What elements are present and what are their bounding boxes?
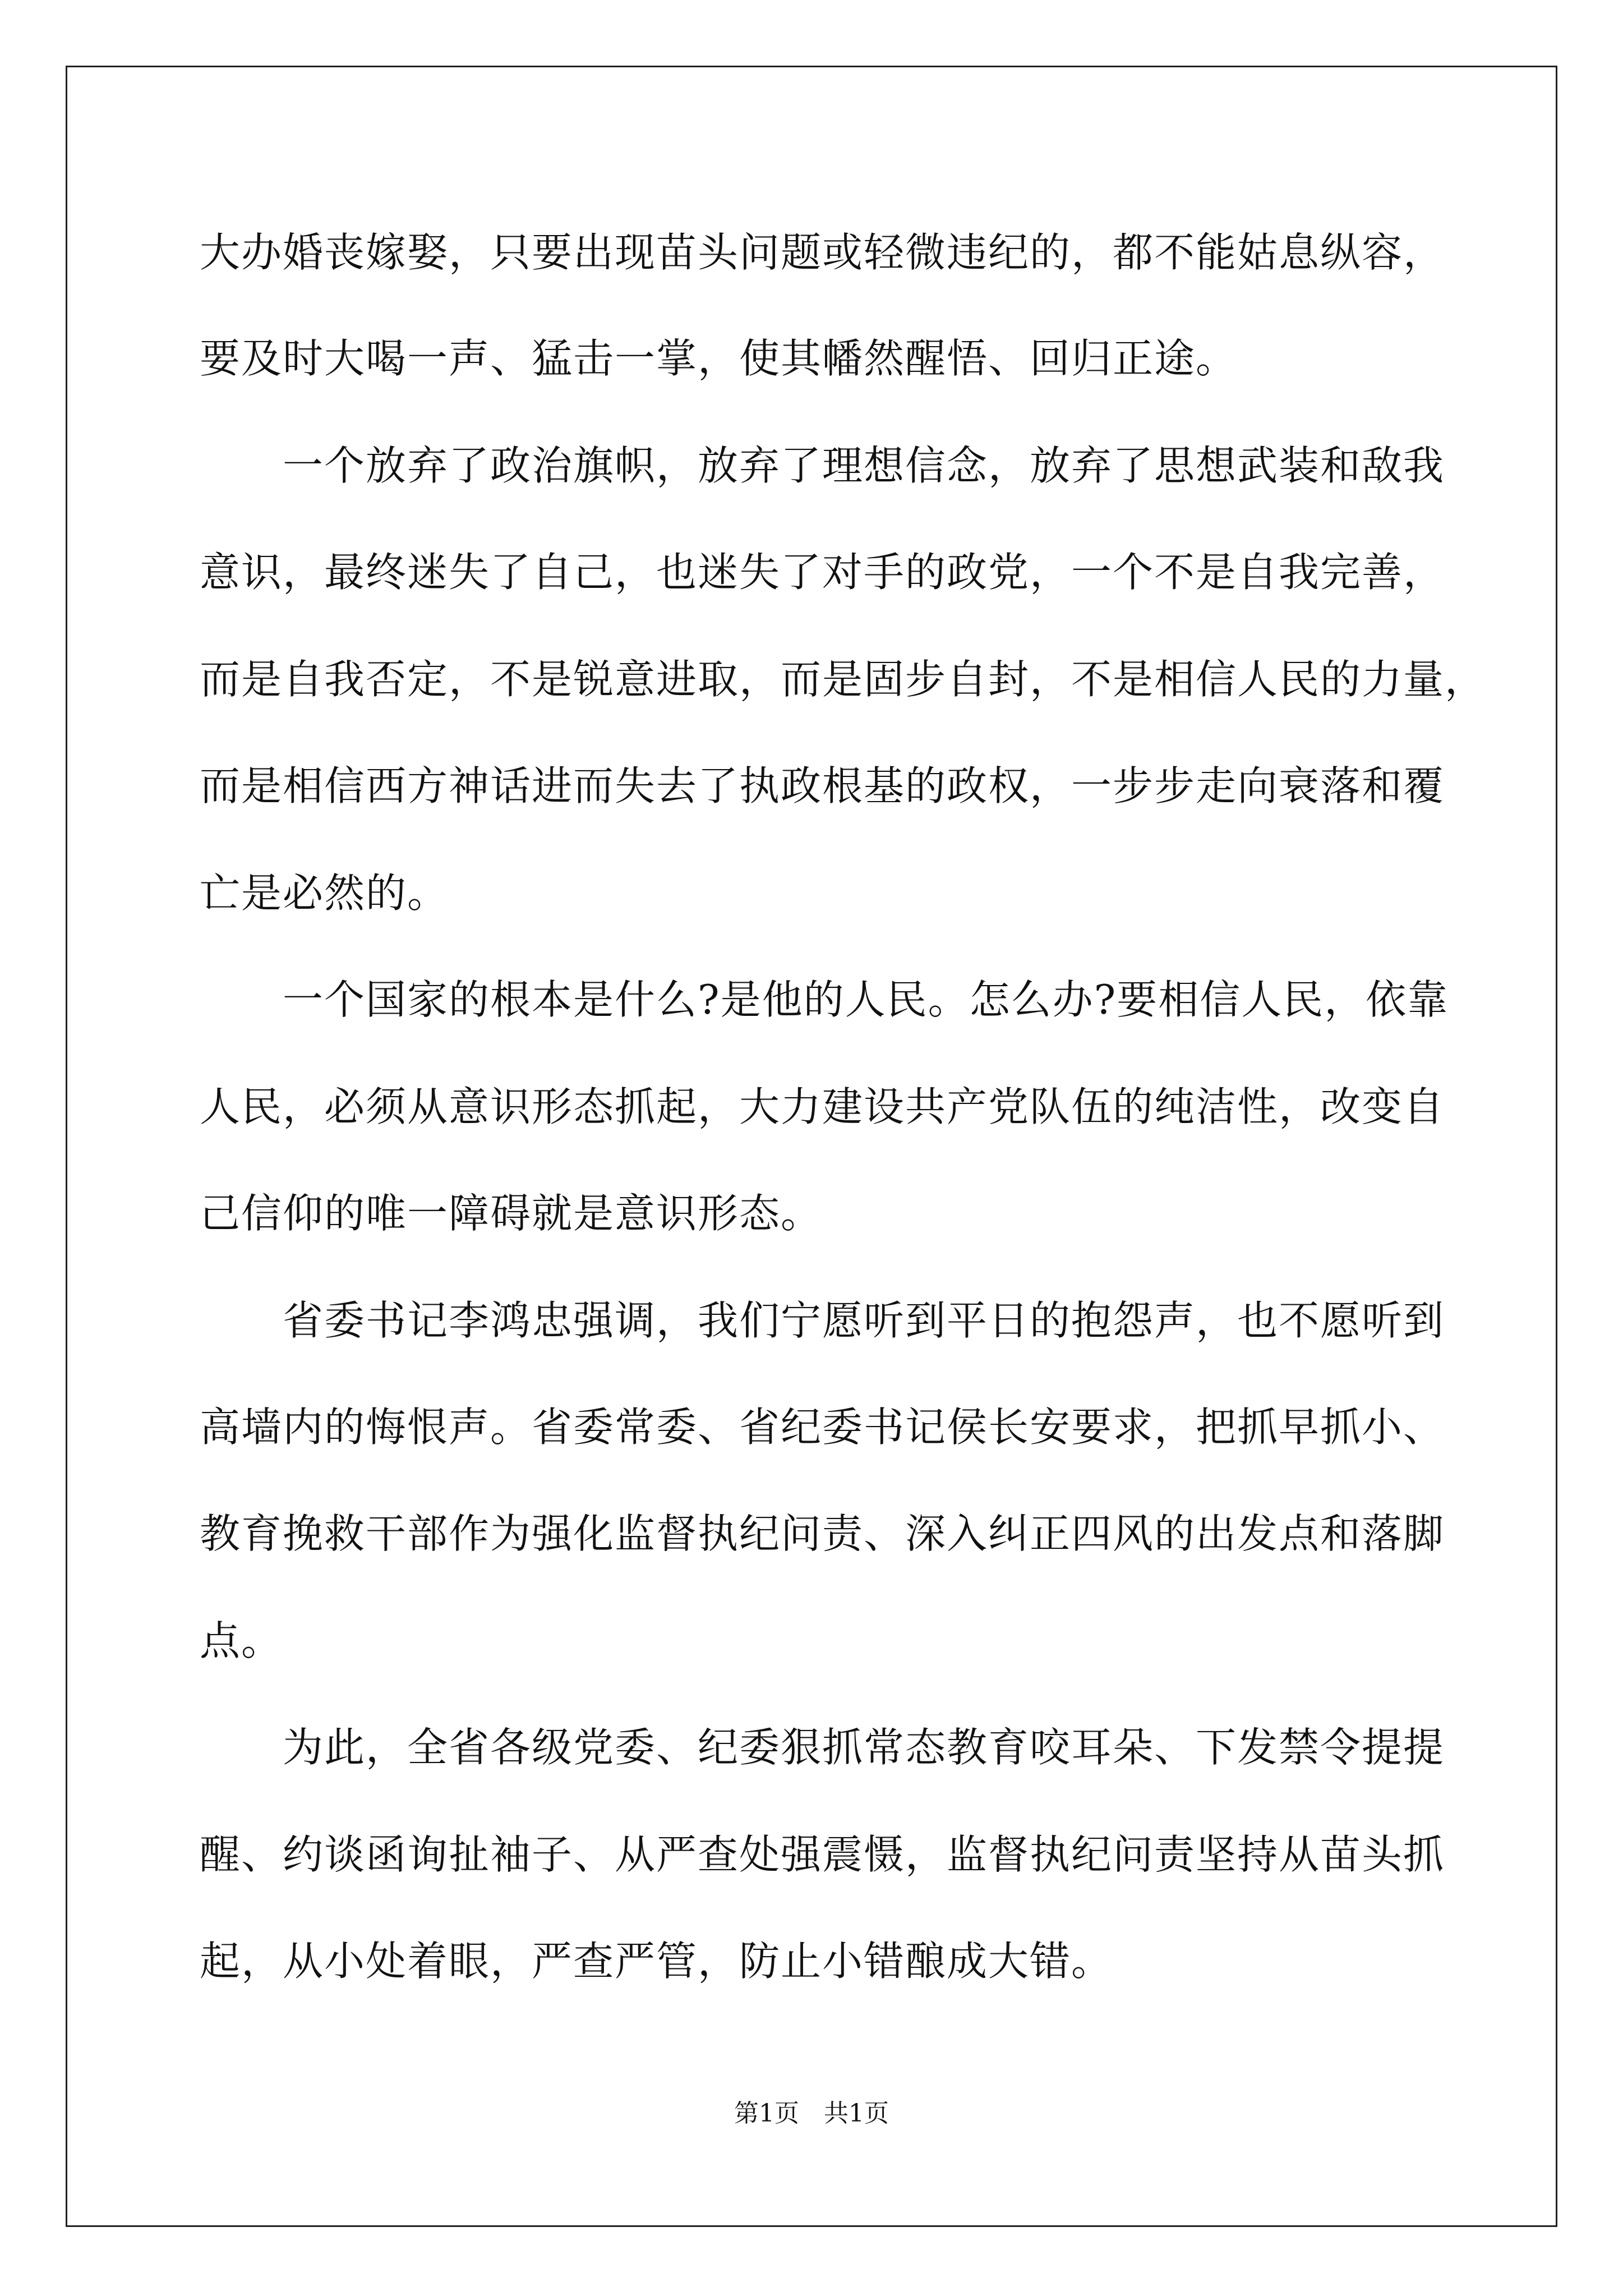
page-footer: 第1页 共1页	[734, 2099, 889, 2128]
text-line: 一个放弃了政治旗帜，放弃了理想信念，放弃了思想武装和敌我	[200, 442, 1445, 489]
text-line: 一个国家的根本是什么?是他的人民。怎么办?要相信人民，依靠	[200, 976, 1449, 1023]
text-line: 己信仰的唯一障碍就是意识形态。	[200, 1190, 823, 1237]
text-line: 意识，最终迷失了自己，也迷失了对手的政党，一个不是自我完善，	[200, 549, 1445, 596]
text-line: 醒、约谈函询扯袖子、从严查处强震慑，监督执纪问责坚持从苗头抓	[200, 1831, 1445, 1878]
text-line: 而是自我否定，不是锐意进取，而是固步自封，不是相信人民的力量，	[200, 656, 1487, 703]
text-line: 大办婚丧嫁娶，只要出现苗头问题或轻微违纪的，都不能姑息纵容，	[200, 229, 1445, 276]
text-line: 而是相信西方神话进而失去了执政根基的政权，一步步走向衰落和覆	[200, 762, 1445, 809]
text-line: 高墙内的悔恨声。省委常委、省纪委书记侯长安要求，把抓早抓小、	[200, 1404, 1445, 1451]
text-line: 教育挽救干部作为强化监督执纪问责、深入纠正四风的出发点和落脚	[200, 1510, 1445, 1557]
text-line: 人民，必须从意识形态抓起，大力建设共产党队伍的纯洁性，改变自	[200, 1083, 1445, 1130]
text-line: 省委书记李鸿忠强调，我们宁愿听到平日的抱怨声，也不愿听到	[200, 1297, 1445, 1344]
text-line: 为此，全省各级党委、纪委狠抓常态教育咬耳朵、下发禁令提提	[200, 1724, 1445, 1771]
page-border	[66, 66, 1557, 2227]
text-line: 起，从小处着眼，严查严管，防止小错酿成大错。	[200, 1938, 1113, 1985]
text-line: 亡是必然的。	[200, 869, 449, 917]
text-line: 点。	[200, 1617, 283, 1664]
text-line: 要及时大喝一声、猛击一掌，使其幡然醒悟、回归正途。	[200, 335, 1238, 382]
